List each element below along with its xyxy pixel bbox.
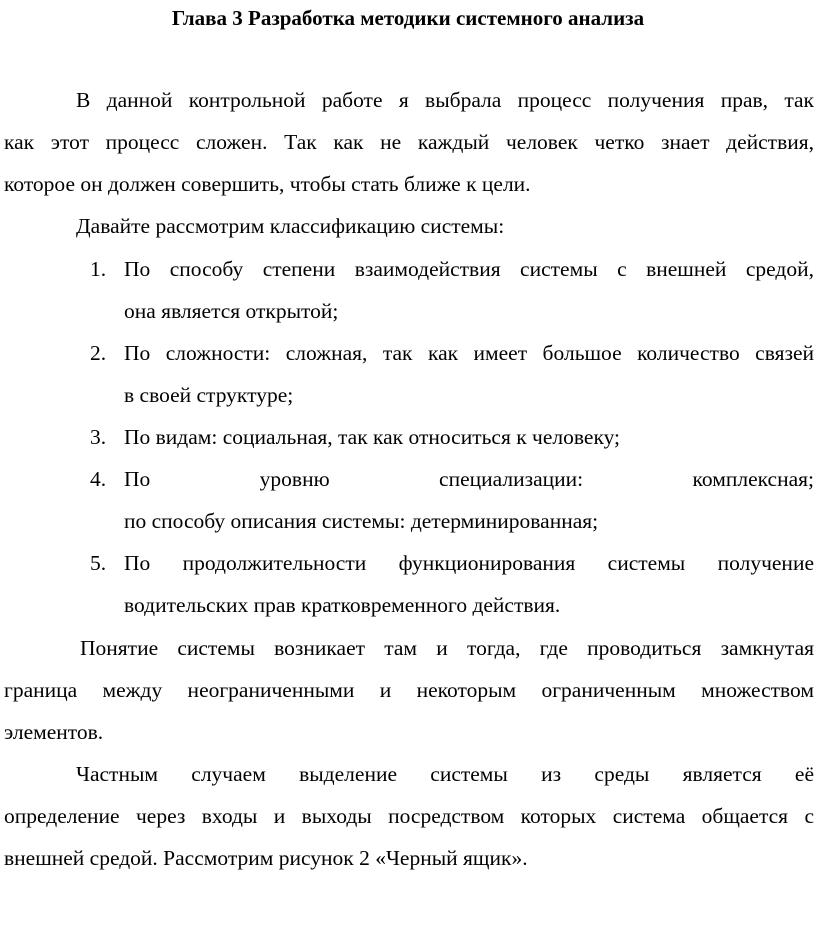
list-item-2-line-2: в своей структуре; xyxy=(124,383,294,407)
paragraph-2-line-1: Понятие системы возникает там и тогда, где проводиться замкнутая xyxy=(80,636,814,660)
paragraph-3-line-3: внешней средой. Рассмотрим рисунок 2 «Черный ящик». xyxy=(4,846,528,870)
paragraph-1-line-1: В данной контрольной работе я выбрала процесс получения прав, так xyxy=(76,88,814,112)
list-item-3-line-1: По видам: социальная, так как относиться к человеку; xyxy=(124,425,621,449)
paragraph-2-line-3: элементов. xyxy=(4,720,104,744)
list-item-4-line-2: по способу описания системы: детерминированная; xyxy=(124,509,599,533)
list-item-3-number: 3. xyxy=(90,425,107,449)
paragraph-3-line-1: Частным случаем выделение системы из среды является её xyxy=(76,762,814,786)
list-item-1-line-1: По способу степени взаимодействия системы с внешней средой, xyxy=(124,257,814,281)
list-item-2-number: 2. xyxy=(90,341,107,365)
list-item-5-number: 5. xyxy=(90,551,107,575)
list-item-4-line-1: По уровню специализации: комплексная; xyxy=(124,467,814,491)
list-item-2-line-1: По сложности: сложная, так как имеет большое количество связей xyxy=(124,341,814,365)
list-item-4-number: 4. xyxy=(90,467,107,491)
chapter-title: Глава 3 Разработка методики системного анализа xyxy=(171,6,645,30)
paragraph-1-line-3: которое он должен совершить, чтобы стать ближе к цели. xyxy=(4,172,531,196)
list-item-1-number: 1. xyxy=(90,257,107,281)
list-item-5-line-2: водительских прав кратковременного действия. xyxy=(124,593,561,617)
list-item-1-line-2: она является открытой; xyxy=(124,299,339,323)
paragraph-2-line-2: граница между неограниченными и некоторым ограниченным множеством xyxy=(4,678,814,702)
paragraph-3-line-2: определение через входы и выходы посредством которых система общается с xyxy=(4,804,814,828)
paragraph-1-line-2: как этот процесс сложен. Так как не каждый человек четко знает действия, xyxy=(4,130,814,154)
classification-intro: Давайте рассмотрим классификацию системы: xyxy=(76,214,505,238)
list-item-5-line-1: По продолжительности функционирования системы получение xyxy=(124,551,814,575)
